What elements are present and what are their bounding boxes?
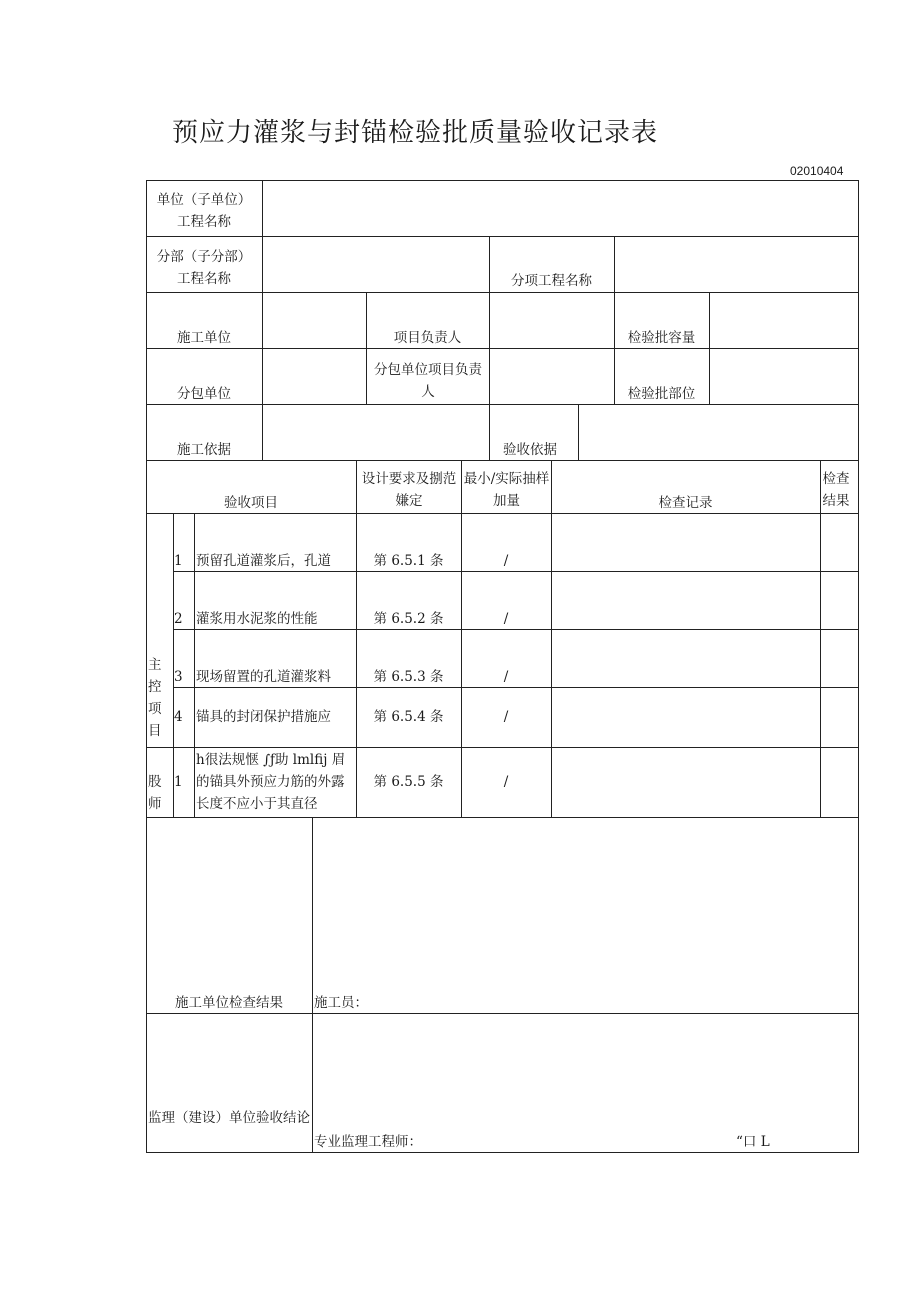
supervisor-conclusion-label: 监理（建设）单位验收结论 [148,1110,310,1126]
unit-project-label: 单位（子单位） 工程名称 [156,192,252,230]
form-code: 02010404 [790,164,844,178]
main-item-text: 灌浆用水泥浆的性能 [196,611,318,627]
col-result-header: 检查结果 [822,471,850,509]
main-item-clause: 第 6.5.1 条 [373,553,444,569]
main-item-text: 现场留置的孔道灌浆料 [196,669,331,685]
general-item-text: h很法规惬 ∫ƒ助 lmlfij 眉的锚具外预应力筋的外露长度不应小于其直径 [196,752,346,812]
item-project-label: 分项工程名称 [511,273,592,289]
batch-location-label: 检验批部位 [627,386,696,402]
main-item-text: 预留孔道灌浆后，孔道 [196,553,331,569]
main-item-sample: / [503,709,509,725]
main-item-no: 3 [174,669,183,685]
contractor-result-label: 施工单位检查结果 [175,995,283,1011]
general-item-sample: / [503,774,509,790]
main-item-text: 锚具的封闭保护措施应 [196,709,331,725]
acceptance-basis-label: 验收依据 [503,442,557,458]
engineer-label: 专业监理工程师： [314,1134,422,1150]
main-item-clause: 第 6.5.3 条 [373,669,444,685]
batch-capacity-label: 检验批容量 [627,330,696,346]
page-title: 预应力灌浆与封锚检验批质量验收记录表 [172,118,659,148]
main-control-label: 主控项目 [148,657,162,739]
main-item-sample: / [503,611,509,627]
sub-manager-label: 分包单位项目负责人 [374,362,482,400]
main-item-no: 1 [174,553,183,569]
main-item-clause: 第 6.5.2 条 [373,611,444,627]
col-item-header: 验收项目 [224,495,278,511]
col-record-header: 检查记录 [658,495,713,511]
main-item-sample: / [503,669,509,685]
general-item-no: 1 [174,774,183,790]
col-design-req-header: 设计要求及捌范嫌定 [361,471,457,509]
general-label: 股师 [148,774,162,812]
subcontractor-label: 分包单位 [177,386,231,402]
construction-basis-label: 施工依据 [177,442,231,458]
sub-project-label: 分部（子分部） 工程名称 [156,249,252,287]
main-item-sample: / [503,553,509,569]
stamp-mark: “口 L [736,1134,770,1150]
contractor-label: 施工单位 [177,330,231,346]
main-item-no: 4 [174,709,183,725]
col-sampling-header: 最小/实际抽样加量 [463,471,550,509]
main-item-no: 2 [174,611,183,627]
main-item-clause: 第 6.5.4 条 [373,709,444,725]
inspector-label: 施工员： [314,995,368,1011]
project-manager-label: 项目负责人 [393,330,462,346]
general-item-clause: 第 6.5.5 条 [373,774,444,790]
